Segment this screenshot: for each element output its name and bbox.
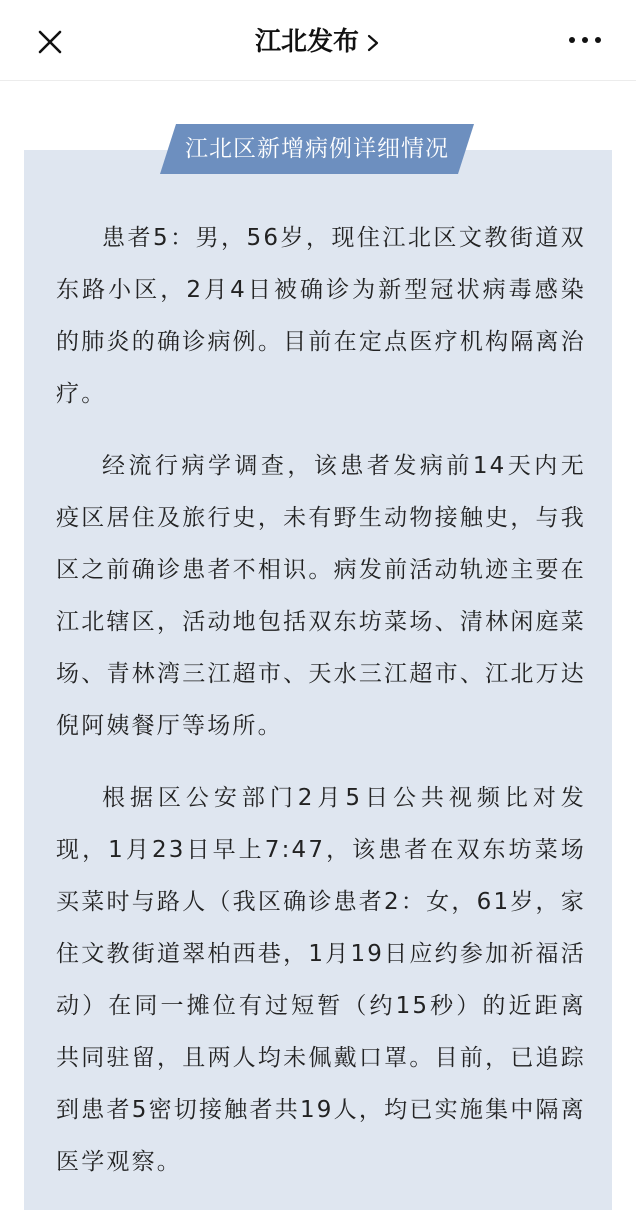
top-nav-bar [0, 0, 636, 81]
more-horizontal-icon[interactable] [568, 32, 602, 48]
section-banner [160, 124, 474, 174]
chevron-right-icon [365, 33, 381, 53]
article-paragraph: 经流行病学调查，该患者发病前14天内无疫区居住及旅行史，未有野生动物接触史，与我区之前确诊患者不相识。病发前活动轨迹主要在江北辖区，活动地包括双东坊菜场、清林闲庭菜场、青林湾三江超市、天水三江超市、江北万达倪阿姨餐厅等场所。 [56, 453, 586, 739]
article-paragraph: 患者5：男，56岁，现住江北区文教街道双东路小区，2月4日被确诊为新型冠状病毒感染的肺炎的确诊病例。目前在定点医疗机构隔离治疗。 [56, 225, 586, 407]
banner-title: 江北区新增病例详细情况 [185, 136, 449, 162]
article-body [56, 212, 586, 1208]
article-paragraph: 根据区公安部门2月5日公共视频比对发现，1月23日早上7:47，该患者在双东坊菜场买菜时与路人（我区确诊患者2：女，61岁，家住文教街道翠柏西巷，1月19日应约参加祈福活动）在同一摊位有过短暂（约15秒）的近距离共同驻留，且两人均未佩戴口罩。目前，已追踪到患者5密切接触者共19人，均已实施集中隔离医学观察。 [56, 785, 586, 1175]
account-name: 江北发布 [254, 27, 359, 57]
account-title-link[interactable] [0, 24, 636, 60]
